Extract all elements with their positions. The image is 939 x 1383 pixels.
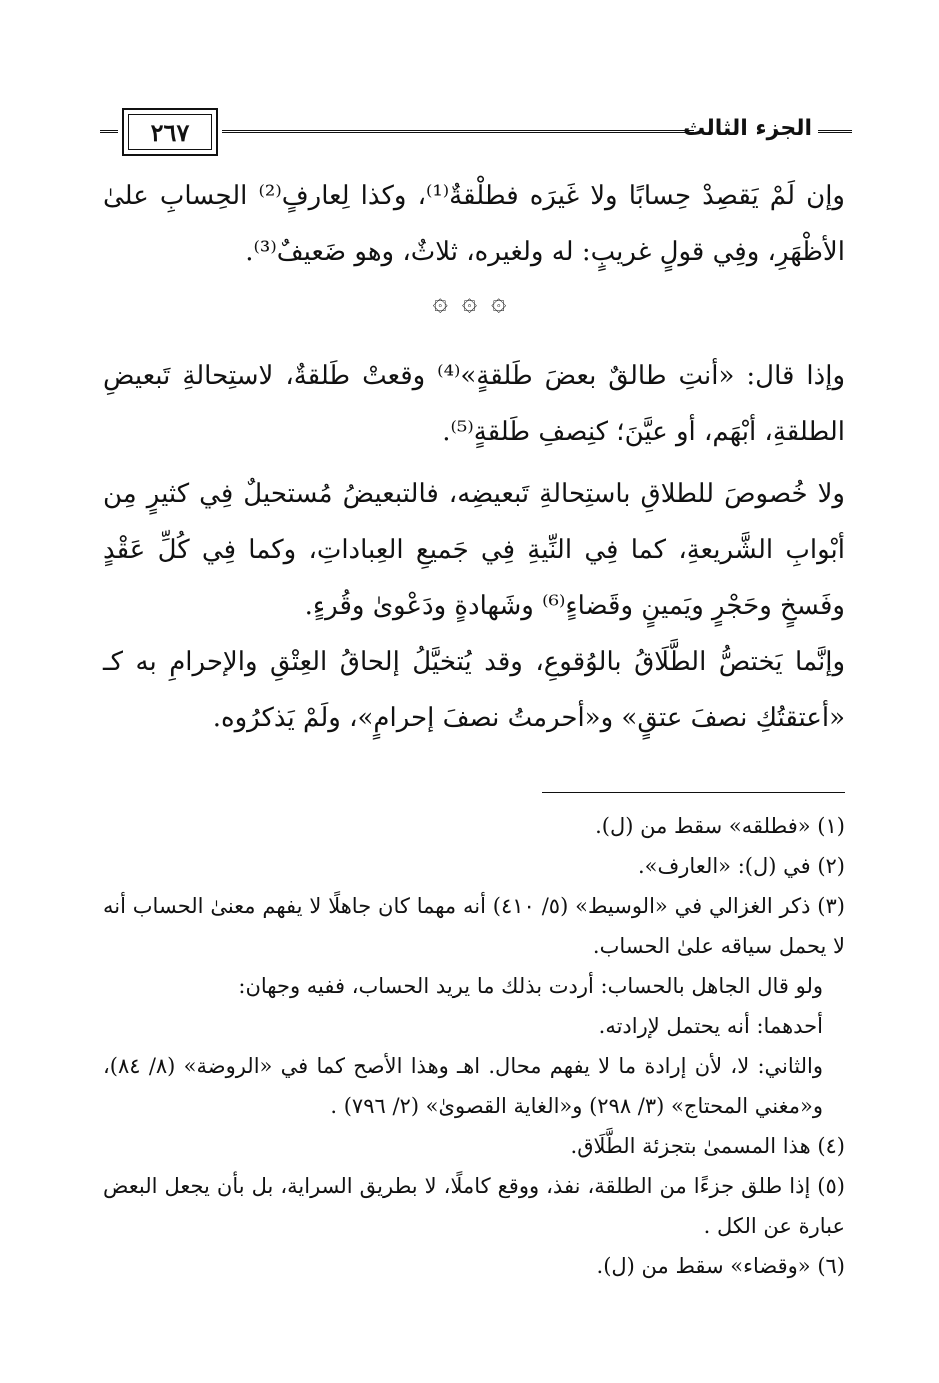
footnote-1: (١) «فطلقه» سقط من (ل). [595,814,845,838]
footnote-5: (٥) إذا طلق جزءًا من الطلقة، نفذ، ووقع كاملًا، لا بطريق السراية، بل بأن يجعل البعض عبارة عن الكل . [103,1174,845,1238]
page-number: ٢٦٧ [128,114,212,150]
star-ornament-icon: ۞ [491,287,507,317]
paragraph-4-block [103,634,845,746]
section-separator [0,287,939,317]
paragraph-1-block [103,168,845,280]
footnote-4: (٤) هذا المسمىٰ بتجزئة الطَّلَاق. [570,1134,845,1158]
footnote-3-continuation: أحدهما: أنه يحتمل لإرادته. [598,1014,823,1038]
paragraph-4: وإنَّما يَختصُّ الطَّلَاقُ بالوُقوعِ، وقد يُتخيَّلُ إلحاقُ العِتْقِ والإحرامِ به كـ «أعتقتُكِ نصفَ عتقٍ» و«أحرمتُ نصفَ إحرامٍ»، ولَمْ يَذكرُوه. [103,647,845,733]
star-ornament-icon: ۞ [461,287,478,317]
paragraph-3-block [103,466,845,634]
footnote-2: (٢) في (ل): «العارف». [637,854,845,878]
paragraph-2: وإذا قال: «أنتِ طالقٌ بعضَ طَلقةٍ»⁽⁴⁾ وقعتْ طَلقةٌ، لاستِحالةِ تَبعيضِ الطلقةِ، أبْهَم، أو عيَّنَ؛ كنِصفِ طَلقةٍ⁽⁵⁾. [103,361,845,447]
header-rule-middle [222,130,694,133]
footnote-3-continuation: ولو قال الجاهل بالحساب: أردت بذلك ما يريد الحساب، ففيه وجهان: [238,974,823,998]
star-ornament-icon: ۞ [432,287,448,317]
running-title: الجزء الثالث [683,116,812,141]
footnotes [103,806,845,1286]
footnote-rule [542,792,845,793]
paragraph-1: وإن لَمْ يَقصِدْ حِسابًا ولا غَيرَه فطلْقةٌ⁽¹⁾، وكذا لِعارفٍ⁽²⁾ الحِسابِ علىٰ الأظْهَرِ، وفِي قولٍ غريبٍ: له ولغيره، ثلاثٌ، وهو ضَعيفٌ⁽³⁾. [103,181,845,267]
page-header [100,108,852,158]
paragraph-3: ولا خُصوصَ للطلاقِ باستِحالةِ تَبعيضِه، فالتبعيضُ مُستحيلٌ فِي كثيرٍ مِن أبْوابِ الشَّريعةِ، كما فِي النِّيةِ فِي جَميعِ العِباداتِ، وكما فِي كُلِّ عَقْدٍ وفَسخٍ وحَجْرٍ ويَمينٍ وقَضاءٍ⁽⁶⁾ وشَهادةٍ ودَعْوىٰ وقُرءٍ. [103,479,845,621]
footnote-3-continuation: والثاني: لا، لأن إرادة ما لا يفهم محال. اهـ وهذا الأصح كما في «الروضة» (٨/ ٨٤)، و«مغني المحتاج» (٣/ ٢٩٨) و«الغاية القصوىٰ» (٢/ ٧٩٦) . [103,1054,823,1118]
header-rule-left [100,130,118,133]
footnote-6: (٦) «وقضاء» سقط من (ل). [596,1254,845,1278]
footnote-3: (٣) ذكر الغزالي في «الوسيط» (٥/ ٤١٠) أنه مهما كان جاهلًا لا يفهم معنىٰ الحساب أنه لا يحمل سياقه علىٰ الحساب. [103,894,845,958]
header-rule-right [818,130,852,133]
paragraph-2-block [103,348,845,460]
page-number-frame [122,108,218,156]
